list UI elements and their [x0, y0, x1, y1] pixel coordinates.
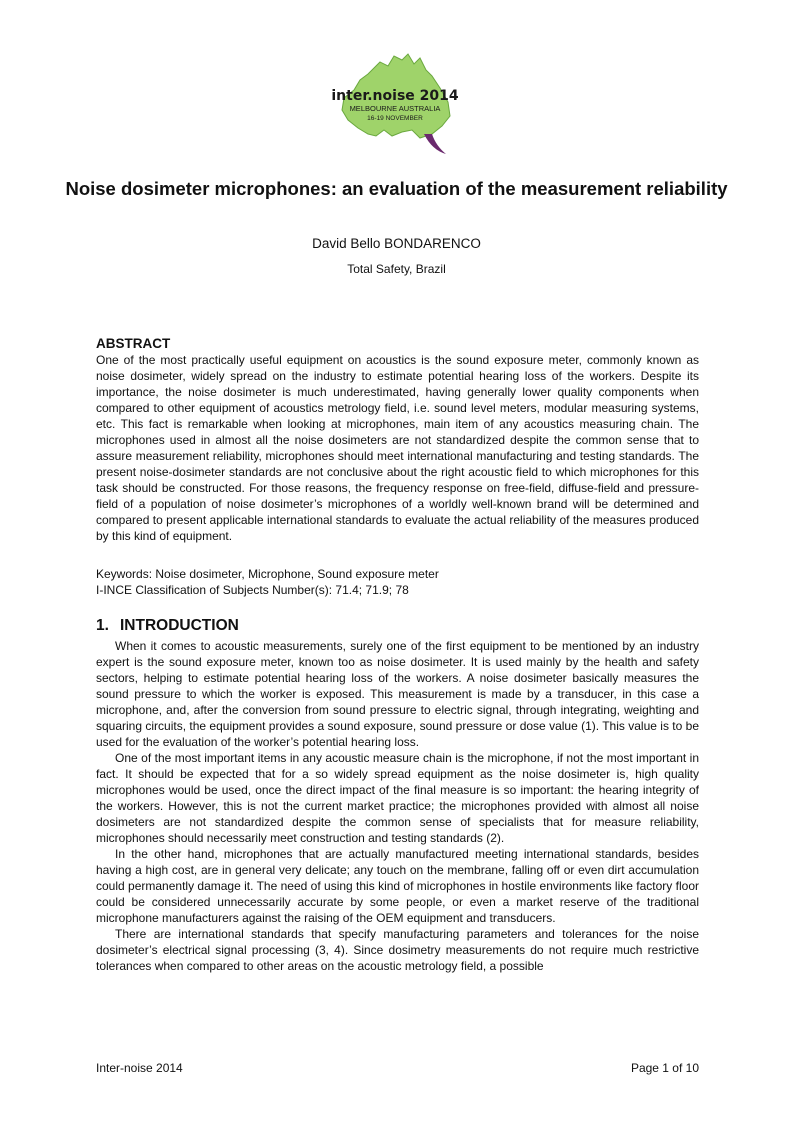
- introduction-body: [96, 638, 699, 974]
- abstract-text: One of the most practically useful equipment on acoustics is the sound exposure meter, commonly known as noise dosimeter, widely spread on the industry to estimate potential hearing loss of the workers. Despite its importance, the noise dosimeter is much underestimated, having generally lower quality components when compared to other equipment of acoustics metrology field, i.e. sound level meters, modular measuring systems, etc. This fact is remarkable when looking at microphones, main item of any acoustics measuring chain. The microphones used in almost all the noise dosimeters are not standardized despite the common sense that to assure measurement reliability, microphones should meet international manufacturing and testing standards. The present noise-dosimeter standards are not conclusive about the right acoustic field to which microphones for this task should be constructed. For those reasons, the frequency response on free-field, diffuse-field and pressure-field of a population of noise dosimeter’s microphones of a worldly well-known brand will be determined and compared to present applicable international standards to evaluate the actual reliability of the measures produced by this kind of equipment.: [96, 353, 699, 543]
- logo-line1: inter.noise 2014: [331, 88, 459, 104]
- paragraph: In the other hand, microphones that are actually manufactured meeting international standards, besides having a high cost, are in general very delicate; any touch on the membrane, falling off or even dirt accumulation could permanently damage it. The need of using this kind of microphones in hostile environments like factory floor could be considered unnecessarily accurate by some people, or even a market reserve of the traditional microphone manufacturers against the raising of the OEM equipment and transducers.: [96, 847, 699, 925]
- section-number: 1.: [96, 617, 109, 634]
- australia-map-icon: [328, 50, 463, 162]
- boomerang-icon: [424, 134, 446, 154]
- author-name: David Bello BONDARENCO: [312, 236, 481, 251]
- abstract-heading: ABSTRACT: [96, 336, 171, 351]
- logo-line3: 16-19 NOVEMBER: [367, 115, 423, 122]
- paper-title: Noise dosimeter microphones: an evaluation of the measurement reliability: [65, 178, 728, 199]
- author-affiliation: Total Safety, Brazil: [347, 262, 446, 276]
- paragraph: One of the most important items in any acoustic measure chain is the microphone, if not the most important in fact. It should be expected that for a so widely spread equipment as the noise dosimeter is, high quality microphones would be used, once the direct impact of the final measure is so important: the hearing integrity of the workers. However, this is not the current market practice; the microphones provided with almost all noise dosimeters are not standardized despite the common sense of specialists that for measure reliability, microphones should necessarily meet construction and testing standards (2).: [96, 751, 699, 845]
- page-number: Page 1 of 10: [630, 1061, 699, 1075]
- conference-logo: [328, 50, 463, 162]
- classification: I-INCE Classification of Subjects Number(s): 71.4; 71.9; 78: [96, 583, 409, 597]
- section-title: INTRODUCTION: [120, 617, 239, 634]
- footer-conference: Inter-noise 2014: [96, 1061, 183, 1075]
- paragraph: When it comes to acoustic measurements, surely one of the first equipment to be mentioned by an industry expert is the sound exposure meter, known too as noise dosimeter. It is used mainly by the health and safety sectors, helping to estimate potential hearing loss of the workers. A noise dosimeter basically measures the sound pressure to which the worker is exposed. This measurement is made by a transducer, in this case a microphone, and, after the conversion from sound pressure to electric signal, through integrating, weighting and squaring circuits, the equipment provides a sound exposure, sound pressure or dose value (1). This value is to be used for the evaluation of the worker’s potential hearing loss.: [96, 639, 699, 749]
- logo-line2: MELBOURNE AUSTRALIA: [349, 104, 441, 113]
- keywords: Keywords: Noise dosimeter, Microphone, Sound exposure meter: [96, 567, 439, 581]
- introduction-heading: [96, 617, 239, 635]
- paragraph: There are international standards that specify manufacturing parameters and tolerances for the noise dosimeter’s electrical signal processing (3, 4). Since dosimetry measurements do not require much restrictive tolerances when compared to other areas on the acoustic metrology field, a possible: [96, 927, 699, 973]
